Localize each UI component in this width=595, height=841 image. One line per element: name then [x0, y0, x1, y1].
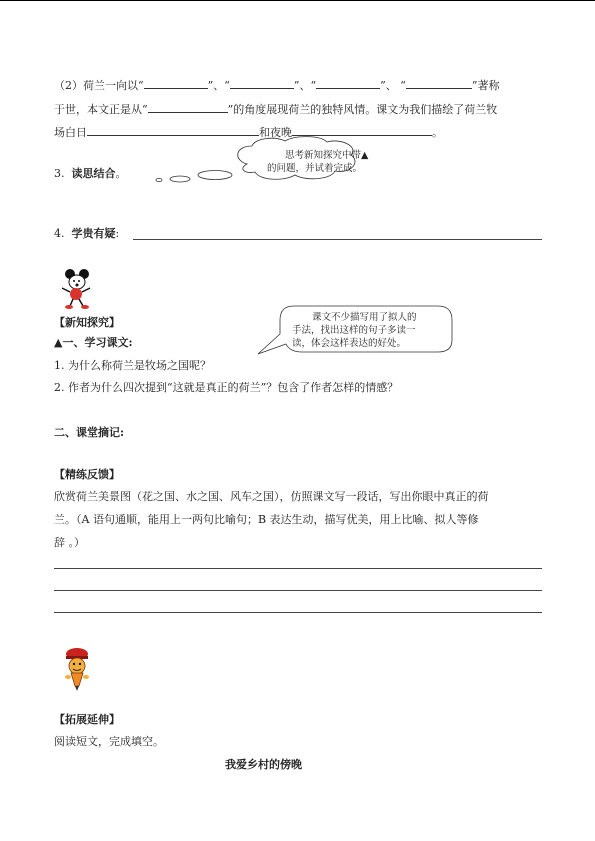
question-item-1: 1. 为什么称荷兰是牧场之国呢？ — [54, 359, 211, 372]
q2-suffix: ”著称 — [471, 79, 500, 92]
speech-bubble-line-3: 读，体会这样表达的好处。 — [292, 338, 407, 349]
speech-bubble-line-1: 课文不少描写用了拟人的 — [312, 312, 417, 323]
speech-bubble — [258, 304, 454, 362]
passage-title: 我爱乡村的傍晚 — [225, 758, 302, 771]
mouse-clipart — [58, 268, 96, 314]
q2-sep-1: ”、“ — [207, 79, 230, 92]
fill-blank-night[interactable] — [292, 124, 432, 136]
learn-text-heading: ▲一、学习课文: — [54, 336, 133, 349]
q2-line3-day: 场白日 — [54, 126, 87, 139]
fill-blank-2[interactable] — [230, 77, 294, 89]
thought-bubble — [155, 138, 369, 188]
extension-heading: 【拓展延伸】 — [54, 713, 120, 726]
speech-bubble-line-2: 手法，找出这样的句子多读一 — [292, 325, 416, 336]
q2-line3-night: 和夜晚 — [259, 126, 292, 139]
extension-instruction: 阅读短文，完成填空。 — [54, 735, 164, 748]
writing-line-1[interactable] — [54, 568, 542, 569]
q4-line — [54, 227, 119, 241]
top-border-line — [0, 0, 595, 1]
q3-number: 3. — [54, 167, 65, 180]
q4-label: 学贵有疑 — [71, 227, 116, 240]
fill-blank-3[interactable] — [316, 77, 380, 89]
thought-bubble-line-1: 思考新知探究中带▲ — [285, 150, 369, 161]
practice-heading: 【精练反馈】 — [54, 468, 120, 481]
q4-colon: : — [115, 227, 120, 240]
fill-blank-day[interactable] — [87, 124, 259, 136]
thought-bubble-line-2: 的问题，并试着完成。 — [267, 163, 363, 174]
q3-period: 。 — [115, 167, 127, 180]
q2-sep-3: ”、 “ — [380, 79, 406, 92]
fill-blank-1[interactable] — [144, 77, 208, 89]
q2-line-2 — [54, 101, 497, 117]
q2-prefix: （2）荷兰一向以“ — [54, 79, 144, 92]
q2-line3-end: 。 — [432, 126, 443, 139]
question-item-2: 2. 作者为什么四次提到“这就是真正的荷兰”？包含了作者怎样的情感？ — [54, 381, 399, 394]
q2-line2-start: 于世，本文正是从“ — [54, 103, 148, 116]
fill-blank-4[interactable] — [406, 77, 472, 89]
q4-answer-line[interactable] — [133, 239, 542, 240]
pencil-character-clipart — [62, 646, 92, 696]
practice-text-1: 欣赏荷兰美景图（花之国、水之国、风车之国），仿照课文写一段话，写出你眼中真正的荷 — [54, 490, 489, 503]
writing-line-2[interactable] — [54, 590, 542, 591]
fill-blank-5[interactable] — [148, 101, 228, 113]
new-knowledge-heading: 【新知探究】 — [54, 316, 120, 329]
q3-label: 读思结合 — [71, 167, 116, 180]
writing-line-3[interactable] — [54, 612, 542, 613]
q2-sep-2: ”、“ — [293, 79, 317, 92]
q4-number: 4. — [54, 227, 65, 240]
q3-line — [54, 167, 127, 181]
notes-heading: 二、课堂摘记: — [54, 426, 125, 439]
q2-line2-end: ”的角度展现荷兰的独特风情。课文为我们描绘了荷兰牧 — [227, 103, 498, 116]
practice-text-2: 兰。（A 语句通顺，能用上一两句比喻句；B 表达生动，描写优美，用上比喻、拟人等修 — [54, 513, 479, 526]
q2-line-1 — [54, 77, 500, 93]
practice-text-3: 辞 。） — [54, 536, 85, 549]
